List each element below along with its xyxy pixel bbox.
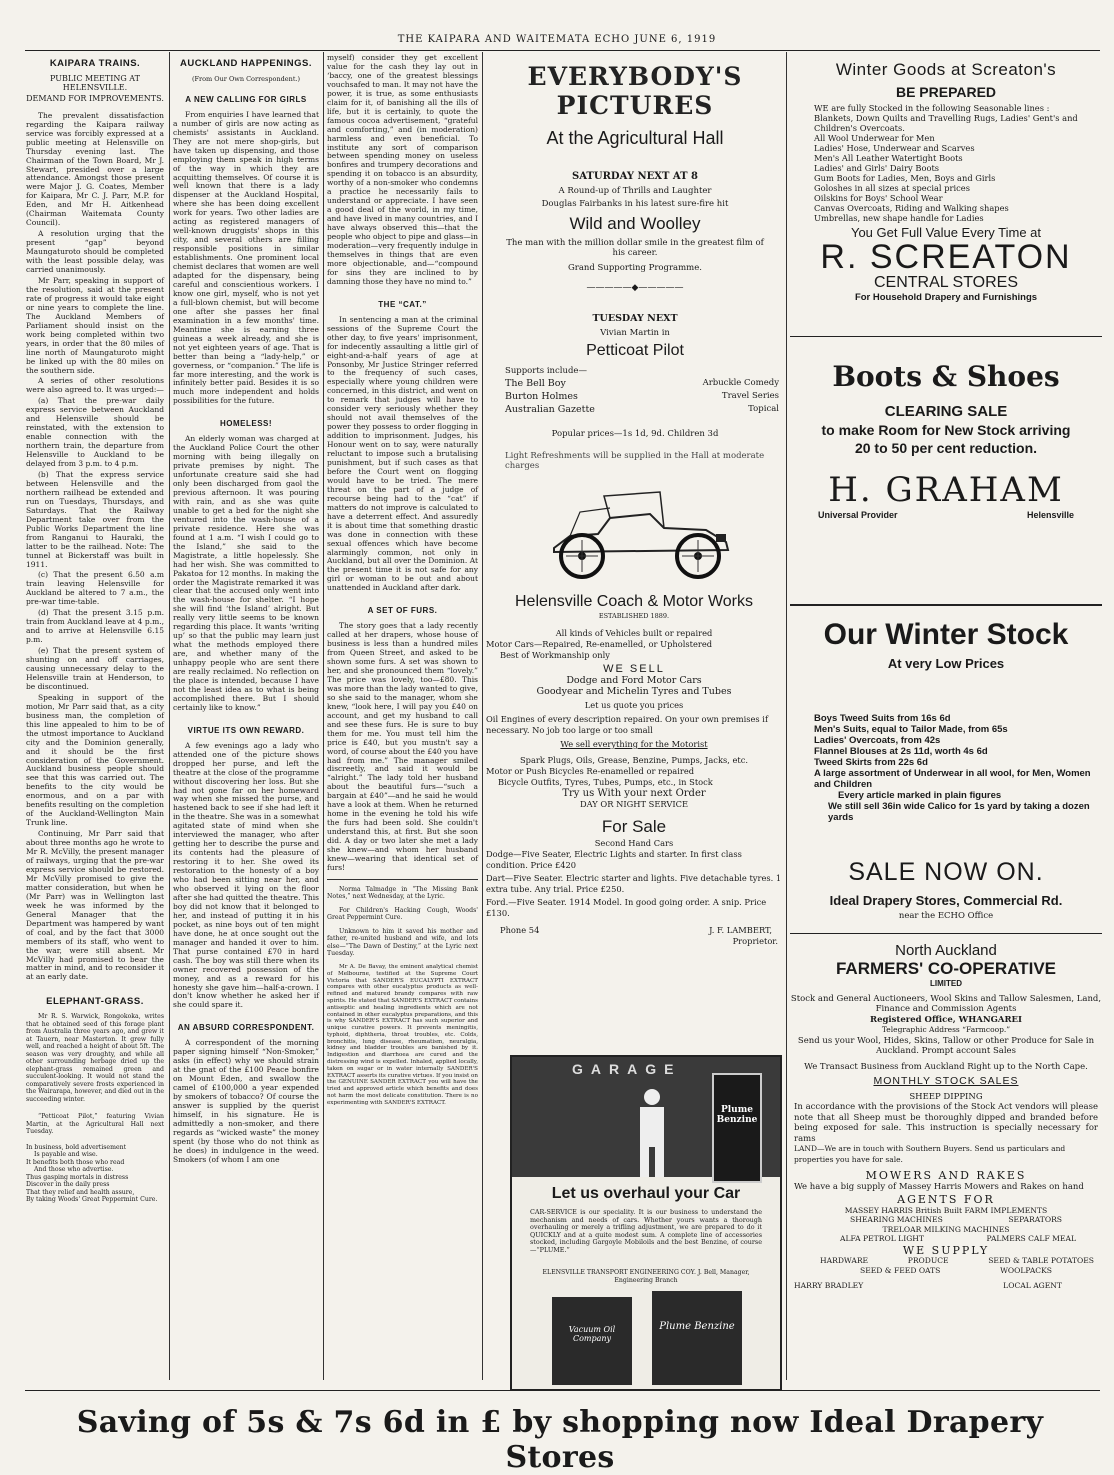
footer-banner: Saving of 5s & 7s 6d in £ by shopping now Ideal Drapery Stores — [76, 1405, 1044, 1475]
support-type: Arbuckle Comedy — [702, 378, 779, 388]
paragraph: Norma Talmadge in “The Missing Bank Notes,” next Wednesday, at the Lyric. — [327, 885, 478, 901]
farmers-line: Telegraphic Address “Farmcoop.” — [881, 1025, 1011, 1034]
poem-line: And those who advertise. — [34, 1166, 114, 1174]
garage-advert — [510, 1055, 782, 1391]
agent-row — [790, 1206, 1102, 1216]
motor-car-illustration — [540, 478, 740, 582]
agent-role: LOCAL AGENT — [1003, 1281, 1062, 1290]
sat-line: Grand Supporting Programme. — [568, 263, 702, 273]
paragraph: Speaking in support of the motion, Mr Parr said that, as a city business man, the completion of this line appealed to him to be of the utmost importance to Auckland city and the Dominion generally, and it should be the first consideration of the Government. Auckland business people should see that this was carried out. The benefits to the city would be enormous, and on a par with benefits resulting on the completion of the Auckland-Wellington Main Trunk line. — [26, 692, 164, 828]
paragraph: An elderly woman was charged at the Auckland Police Court the other morning with being illegally on private premises by night. The unfortunate creature said she had only been discharged from gaol the previous afternoon. It was pouring with rain, and as she was quite unable to get a bed for the night she ventured into the wash-house of a private residence. Here she was found at 1 a.m. “I wish I could go to the Island,” she said to the Magistrate, a little hopelessly. She had her wish. She was committed to Pakatoa for 12 months. In making the order the Magistrate remarked it was clear that the accused only went into the wash-house for shelter. “I hope she will find ‘the Island’ alright. But really very little seems to be known regarding this place. It wants ‘writing up’ so that the public may learn just what the methods employed there are, and whether many of the unhappy people who are sent there are really reclaimed. No reflection on the place is intended, because I have not the least idea as to what is being accomplished there. But I should certainly like to know.” — [173, 434, 319, 712]
poem — [26, 1144, 164, 1204]
coach-line: DAY OR NIGHT SERVICE — [579, 799, 689, 809]
column-continued — [327, 54, 478, 1384]
agent-item: SEPARATORS — [1008, 1215, 1062, 1224]
supply-title: WE SUPPLY — [902, 1243, 990, 1257]
paragraph: myself) consider they get excellent value for the cash they lay out in ‘baccy, one of the greatest blessings vouchsafed to man. It may not have the power, it is true, as some enthusiasts claim for it, of banishing all the ills of life, but it is certainly, to quote the famous cocoa advertisement, “grateful and comforting,” and (in moderation) harmless and even beneficial. To institute any sort of comparison between spending money on useless bonfires and trumpery decorations and spending it on tobacco is an absurdity, worthy of a non-smoker who condemns a practice he necessarily fails to understand or appreciate. I have seen a good deal of the world, in my time, and have lived in many countries, and I have always observed this—that the people who object to pipe and glass—in moderation—very frequently indulge in themselves in things that are even more objectionable, and—“compound for sins they are inclined to by damning those they have no mind to.” — [327, 53, 478, 286]
section-title: A NEW CALLING FOR GIRLS — [185, 94, 307, 104]
venue: At the Agricultural Hall — [546, 128, 724, 148]
boots-advert — [790, 342, 1102, 562]
pictures-advert — [489, 56, 781, 471]
paragraph: Continuing, Mr Parr said that about three months ago he wrote to Mr R. McVilly, the present manager of railways, urging that the pre-war express service should be restored. Mr McVilly promised to give the matter consideration, but when he (Mr Parr) was in Wellington last week he was informed by the General Manager that the Department was hampered by want of coal, and by the fact that 3000 members of its staff, who went to the war, were still absent. Mr McVilly had promised to bear the matter in mind, and to reconsider it at an early date. — [26, 829, 164, 982]
column-auckland-happenings — [173, 54, 319, 1384]
phone-row — [482, 919, 786, 936]
benzine-can: Plume Benzine — [652, 1291, 742, 1385]
sat-line: The man with the million dollar smile in the greatest film of his career. — [506, 238, 764, 258]
coach-line: Motor Cars—Repaired, Re-enamelled, or Upholstered — [486, 639, 713, 649]
divider — [790, 604, 1102, 606]
tue-star: Vivian Martin in — [600, 328, 670, 338]
agent-item: SHEARING MACHINES — [850, 1215, 943, 1224]
supply-row — [790, 1266, 1102, 1276]
list-item: Canvas Overcoats, Riding and Walking shapes — [814, 203, 1009, 213]
refreshments: Light Refreshments will be supplied in the Hall at moderate charges — [505, 451, 765, 471]
ornament: —————◆————— — [586, 283, 684, 293]
limited: LIMITED — [930, 979, 962, 988]
car-listing: Dodge—Five Seater, Electric Lights and starter. In first class condition. Price £420 — [486, 849, 742, 870]
screaton-list — [790, 113, 1102, 223]
sat-heading: SATURDAY NEXT AT 8 — [572, 171, 698, 182]
farmers-title: FARMERS' CO-OPERATIVE — [835, 959, 1057, 978]
poem-line: Thus gasping mortals in distress — [26, 1173, 129, 1181]
column-divider — [169, 52, 170, 1380]
mechanic-icon — [622, 1087, 682, 1177]
paragraph: (d) That the present 3.15 p.m. train from Auckland leave at 4 p.m., and to arrive at Helensville 6.15 p.m. — [26, 608, 164, 645]
winter-stock-sub: At very Low Prices — [887, 656, 1005, 671]
farmers-line: Stock and General Auctioneers, Wool Skins and Tallow Salesmen, Land, Finance and Commission Agents — [790, 993, 1102, 1014]
pictures-title: EVERYBODY'S PICTURES — [527, 62, 743, 120]
agent-row — [790, 1234, 1102, 1244]
column-divider — [323, 52, 324, 1380]
list-item: We still sell 36in wide Calico for 1s yard by taking a dozen yards — [828, 801, 1090, 823]
supply-item: WOOLPACKS — [1000, 1265, 1052, 1275]
support-title: Burton Holmes — [505, 391, 578, 402]
list-item: Blankets, Down Quilts and Travelling Rugs, Ladies' Gent's and Children's Overcoats. — [814, 113, 1078, 133]
list-item: Every article marked in plain figures — [838, 790, 1002, 801]
supply-item: SEED & TABLE POTATOES — [988, 1256, 1094, 1265]
paragraph: A correspondent of the morning paper signing himself “Non-Smoker,” asks (in effect) why we should strain at the gnat of the £100 Peace bonfire on Mount Eden, and swallow the camel of £100,000 a year expended by smokers of tobacco? Of course the answer is supplied by the querist himself, in his signature. He is admittedly a non-smoker, and there regards as “wicked waste” the money spent (by those who do not think as he does) in indulgence in the weed. Smokers (of whom I am one — [173, 1038, 319, 1164]
paragraph: Unknown to him it saved his mother and father, re-united husband and wife, and lots else—“The Dawn of Destiny,” at the Lyric next Tuesday. — [327, 927, 478, 958]
tue-film: Petticoat Pilot — [586, 342, 684, 359]
column-kaipara-trains — [26, 54, 164, 1384]
screaton-name: R. SCREATON — [820, 238, 1072, 276]
list-item: Ladies' Hose, Underwear and Scarves — [814, 143, 975, 153]
poem-line: Is payable and wise. — [34, 1151, 98, 1159]
screaton-intro: WE are fully Stocked in the following Seasonable lines : — [814, 103, 1050, 113]
paragraph: From enquiries I have learned that a number of girls are now acting as chemists' assistants in Auckland. They are not mere shop-girls, but have taken up dispensing, and those employing them speak in high terms of the way in which they are acquitting themselves. Of course it is well known that there is a lady dispenser at the Auckland Hospital, where she has been doing excellent work for years. Two other ladies are acting as registered managers of well-known druggists' shops in this city, and several others are filling responsible positions in similar establishments. One prominent local chemist declares that women are well adapted for the dispensary, being careful and conscientious workers. I know one girl, myself, who is not yet a full-blown chemist, but will become one after she passes her final examination in a few months' time. Meantime she is earning three guineas a week already, and she is not yet eighteen years of age. That is better than being a “lady-help,” or governess, or “companion.” The life is far more interesting, and the work is infinitely better paid. Besides it is so much more independent and holds possibilities for the future. — [173, 109, 319, 406]
support-type: Travel Series — [721, 391, 779, 401]
section-title: AN ABSURD CORRESPONDENT. — [177, 1023, 315, 1033]
oil-can: Vacuum Oil Company — [552, 1297, 632, 1385]
boots-line: 20 to 50 per cent reduction. — [854, 440, 1038, 456]
list-item: Ladies' Overcoats, from 42s — [814, 735, 941, 746]
paragraph: Mr Parr, speaking in support of the resolution, said at the present rate of progress it would take eight or nine years to complete the line. The Auckland Members of Parliament should insist on the work being completed within two years, in order that the 80 miles of line north of Maungaturoto might be linked up with the 80 miles on the southern side. — [26, 275, 164, 375]
for-sale: For Sale — [601, 817, 667, 836]
sale-near: near the ECHO Office — [898, 911, 994, 921]
supply-item: HARDWARE — [820, 1256, 869, 1265]
article-title: ELEPHANT-GRASS. — [46, 996, 144, 1008]
graham-row — [790, 510, 1102, 520]
sat-line: Douglas Fairbanks in his latest sure-fire hit — [541, 199, 729, 209]
coach-line: Spark Plugs, Oils, Grease, Benzine, Pumps, Jacks, etc. — [519, 755, 749, 765]
coach-line: Best of Workmanship only — [500, 650, 610, 660]
paragraph: A few evenings ago a lady who attended one of the picture shows dropped her purse, and left the theatre at the close of the programme without discovering her loss. But she had not gone far on her homeward way when she missed the purse, and hastened back to see if she had left it in the theatre. She was in a somewhat agitated state of mind when she interviewed the manager, who after getting her to describe the purse and its contents had the pleasure of restoring it to her. She owed its restoration to the honesty of a boy who had been sitting near her, and who observed it lying on the floor after she had quitted the theatre. This boy did not know that it belonged to her, and instead of putting it in his pocket, as nine boys out of ten might have done, he at once sought out the manager and handed it over to him. That purse contained £70 in hard cash. The boy was still there when its owner recovered possession of the money, and as a reward for his honesty she gave him—half-a-crown. I don't know whether he asked her if she could spare it. — [173, 740, 319, 1010]
car-listing: Ford.—Five Seater. 1914 Model. In good going order. A snip. Price £130. — [486, 897, 767, 918]
list-item: Tweed Skirts from 22s 6d — [814, 757, 928, 768]
graham-right: Helensville — [1026, 510, 1074, 520]
we-sell: WE SELL — [603, 663, 665, 675]
phone: Phone 54 — [500, 925, 540, 935]
support-title: Australian Gazette — [505, 404, 595, 415]
coach-title: Helensville Coach & Motor Works — [514, 593, 753, 610]
agent-item: ALFA PETROL LIGHT — [840, 1234, 924, 1243]
list-item: Oilskins for Boys' School Wear — [814, 193, 943, 203]
coach-line: All kinds of Vehicles built or repaired — [555, 628, 713, 638]
list-item: Men's Suits, equal to Tailor Made, from 65s — [814, 724, 1008, 735]
paragraph: A resolution urging that the present “gap” beyond Maungaturoto should be completed with the least possible delay, was carried unanimously. — [26, 229, 164, 275]
support-row — [489, 402, 781, 415]
poem-line: By taking Woods' Great Peppermint Cure. — [26, 1196, 158, 1204]
sheep-dipping: SHEEP DIPPING — [909, 1091, 983, 1102]
paragraph: (a) That the pre-war daily express service between Auckland and Helensville should be reinstated, with the extension to enable connection with the northern train, the departure from Helensville to Auckland to be delayed from 3 p.m. to 4 p.m. — [26, 396, 164, 469]
farmers-line: Send us your Wool, Hides, Skins, Tallow or other Produce for Sale in Auckland. Prompt account Sales — [797, 1035, 1095, 1056]
poem-line: In business, bold advertisement — [26, 1143, 127, 1151]
central-stores: CENTRAL STORES — [873, 274, 1019, 291]
winter-stock-title: Our Winter Stock — [823, 618, 1069, 651]
established: ESTABLISHED 1889. — [598, 612, 670, 620]
clearing-sale: CLEARING SALE — [884, 403, 1008, 420]
agent-footer — [790, 1275, 1102, 1292]
paragraph: Mr R. S. Warwick, Rongokoka, writes that he obtained seed of this forage plant from Australia three years ago, and grew it at Tauern, near Masterton. It grew fully well, and reached a height of about 5ft. The season was very droughty, and while all other surrounding herbage dried up the elephant-grass remained green and succulent-looking. It would not stand the comparatively severe frosts experienced in the Wairarapa, however, and died out in the succeeding winter. — [26, 1013, 164, 1103]
supply-row — [790, 1256, 1102, 1266]
list-item: Men's All Leather Watertight Boots — [814, 153, 963, 163]
paragraph: A series of other resolutions were also agreed to. It was urged:— — [26, 376, 164, 395]
farmers-line: Registered Office, WHANGAREI — [870, 1014, 1022, 1025]
supports-label: Supports include— — [505, 366, 587, 376]
list-item: Gum Boots for Ladies, Men, Boys and Girls — [814, 173, 996, 183]
divider — [790, 336, 1102, 337]
garage-headline: Let us overhaul your Car — [551, 1185, 741, 1202]
list-item: Umbrellas, new shape handle for Ladies — [814, 213, 984, 223]
screaton-title: Winter Goods at Screaton's — [835, 60, 1057, 79]
article-subtitle: PUBLIC MEETING AT HELENSVILLE. — [50, 73, 140, 92]
tue-heading: TUESDAY NEXT — [592, 313, 678, 324]
sat-film: Wild and Woolley — [569, 214, 701, 233]
agent-item: PALMERS CALF MEAL — [986, 1234, 1076, 1243]
sat-line: A Round-up of Thrills and Laughter — [558, 186, 712, 196]
section-title: THE “CAT.” — [378, 299, 427, 309]
section-title: HOMELESS! — [219, 419, 273, 429]
farmers-line: LAND—We are in touch with Southern Buyers. Send us particulars and properties you have for sale. — [794, 1144, 1066, 1164]
divider — [327, 879, 478, 880]
support-type: Topical — [748, 404, 779, 414]
paragraph: The prevalent dissatisfaction regarding the Kaipara railway service was forcibly expressed at a public meeting at Helensville on Thursday evening last. The Chairman of the Town Board, Mr J. Stewart, presided over a large attendance. Amongst those present were Major J. G. Coates, Member for Kaipara, Mr C. J. Parr, M.P. for Eden, and Mr H. Aitkenhead (Chairman Waitemata County Council). — [26, 110, 164, 228]
be-prepared: BE PREPARED — [895, 84, 997, 100]
agent-row — [790, 1225, 1102, 1235]
graham-name: H. GRAHAM — [828, 470, 1064, 510]
graham-left: Universal Provider — [818, 510, 898, 520]
proprietor-name: J. F. LAMBERT, — [709, 925, 772, 935]
agents-list — [790, 1206, 1102, 1244]
garage-sign: GARAGE — [572, 1061, 682, 1077]
car-listing: Dart—Five Seater. Electric starter and lights. Five detachable tyres. 1 extra tube. Any trial. Price £250. — [486, 873, 782, 894]
prices: Popular prices—1s 1d, 9d. Children 3d — [551, 429, 719, 439]
sale-line: Ideal Drapery Stores, Commercial Rd. — [829, 893, 1063, 908]
paragraph: (b) That the express service between Helensville and the northern railhead be extended and run on Tuesdays, Thursdays, and Saturdays. That the Railway Department take over from the Public Works Department the line from Ranganui to Hauraki, the latter to be the railhead. Note: The tunnel at Bickerstaff was built in 1911. — [26, 469, 164, 569]
paragraph: (c) That the present 6.50 a.m train leaving Helensville for Auckland be altered to 7 a.m., the pre-war time-table. — [26, 570, 164, 607]
agent-row — [790, 1215, 1102, 1225]
article-subtitle: DEMAND FOR IMPROVEMENTS. — [26, 93, 164, 103]
agent-item: TRELOAR MILKING MACHINES — [882, 1224, 1010, 1234]
poem-line: It benefits both those who read — [26, 1158, 125, 1166]
poem-line: That they relief and health assure, — [26, 1188, 135, 1196]
benzine-pump: Plume Benzine — [712, 1073, 762, 1183]
farmers-line: We Transact Business from Auckland Right up to the North Cape. — [804, 1061, 1088, 1072]
support-row — [489, 376, 781, 389]
boots-title: Boots & Shoes — [832, 360, 1060, 393]
agents-title: AGENTS FOR — [897, 1193, 995, 1206]
second-hand: Second Hand Cars — [594, 838, 674, 848]
support-row — [489, 389, 781, 402]
list-item: A large assortment of Underwear in all wool, for Men, Women and Children — [814, 768, 1091, 790]
screaton-tagline: For Household Drapery and Furnishings — [854, 292, 1038, 303]
monthly-sales: MONTHLY STOCK SALES — [873, 1075, 1019, 1087]
list-item: Ladies' and Girls' Dairy Boots — [814, 163, 940, 173]
paragraph: In sentencing a man at the criminal sessions of the Supreme Court the other day, to five years' imprisonment, for indecently assaulting a little girl of eight-and-a-half years of age at Ponsonby, Mr Justice Stringer referred to the frequency of such cases, especially where young children were concerned, in this district, and went on to remark that judges will have to consider very seriously whether they should not avail themselves of the power they possess to order flogging in addition to imprisonment. Judges, his Honour went on to say, were naturally reluctant to impose such a brutalising punishment, but if such cases as that before the Court went on flogging would have to be tried. The mere threat on the part of a judge of recourse being had to the “cat” if matters do not improve is calculated to have a deterrent effect. And assuredly it is about time that something drastic was done in connection with these sexual offences which have become alarmingly common, not only in Auckland, but all over the Dominion. At the present time it is not safe for any girl or woman to be out and about unattended in Auckland after dark. — [327, 314, 478, 593]
coach-line: Dodge and Ford Motor Cars — [566, 675, 702, 686]
list-item: All Wool Underwear for Men — [814, 133, 935, 143]
coach-line: We sell everything for the Motorist — [560, 739, 708, 749]
coach-line: Bicycle Outfits, Tyres, Tubes, Pumps, etc., in Stock — [498, 777, 713, 787]
article-title: KAIPARA TRAINS. — [49, 58, 141, 69]
coach-line: Motor or Push Bicycles Re-enamelled or repaired — [486, 766, 695, 776]
support-title: The Bell Boy — [505, 378, 566, 389]
section-title: A SET OF FURS. — [367, 606, 438, 616]
section-title: VIRTUE ITS OWN REWARD. — [187, 725, 305, 735]
poem-line: Discover in the daily press — [26, 1181, 110, 1189]
divider — [790, 933, 1102, 934]
footer-rule — [25, 1390, 1100, 1391]
coach-line: Oil Engines of every description repaired. On your own premises if necessary. No job too large or too small — [486, 714, 769, 735]
proprietor: Proprietor. — [732, 936, 778, 946]
sale-advert — [790, 848, 1102, 928]
supply-item: SEED & FEED OATS — [860, 1265, 941, 1275]
garage-firm: ELENSVILLE TRANSPORT ENGINEERING COY. J. Bell, Manager, Engineering Branch — [542, 1269, 750, 1284]
paragraph: Mr A. De Bavay, the eminent analytical chemist of Melbourne, testified at the Supreme Court Victoria that SANDER'S EUCALYPTI EXTRACT compares with other eucalyptus products as well-refined and matured brandy compares with raw spirits. He stated that SANDER'S EXTRACT contains antiseptic and healing ingredients which are not contained in other eucalyptus preparations, and this is why SANDER'S EXTRACT has such superior and unique curative powers. It prevents meningitis, typhoid, diphtheria, throat troubles, etc. Colds, bronchitis, lung disease, rheumatism, neuralgia, kidney and bladder troubles are banished by it. Indigestion and diarrhoea are cured and the distressing wind is expelled. Inhaled, applied locally, taken on sugar or in water internally SANDER'S EXTRACT asserts its curative virtues. If you insist on the GENUINE SANDER EXTRACT you will have the tried and approved article which benefits and does not harm the most delicate constitution. There is no experimenting with SANDER'S EXTRACT. — [327, 963, 478, 1106]
farmers-coop-advert — [790, 938, 1102, 1384]
agent-name: HARRY BRADLEY — [794, 1281, 864, 1290]
farmers-title: North Auckland — [895, 942, 997, 959]
page-header: THE KAIPARA AND WAITEMATA ECHO JUNE 6, 1919 — [397, 34, 717, 45]
paragraph: For Children's Hacking Cough, Woods' Great Peppermint Cure. — [327, 906, 478, 922]
byline: (From Our Own Correspondent.) — [191, 74, 301, 83]
header-rule — [25, 50, 1100, 51]
full-value: You Get Full Value Every Time at — [850, 225, 1042, 240]
paragraph: (e) That the present system of shunting on and off carriages, causing unnecessary delay to the Helensville train at Henderson, to be discontinued. — [26, 646, 164, 691]
paragraph: “Petticoat Pilot,” featuring Vivian Martin, at the Agricultural Hall next Tuesday. — [26, 1113, 164, 1136]
list-item: Goloshes in all sizes at special prices — [814, 183, 970, 193]
list-item: Boys Tweed Suits from 16s 6d — [814, 713, 951, 724]
mowers-title: MOWERS AND RAKES — [865, 1169, 1027, 1182]
sale-title: SALE NOW ON. — [848, 858, 1044, 886]
farmers-line: In accordance with the provisions of the Stock Act vendors will please note that all Sheep must be thoroughly dipped and branded before being exposed for sale. This instruction is specially necessary for rams — [794, 1102, 1098, 1144]
farmers-line: We have a big supply of Massey Harris Mowers and Rakes on hand — [794, 1181, 1084, 1192]
screaton-advert — [790, 56, 1102, 332]
coach-line: Goodyear and Michelin Tyres and Tubes — [536, 686, 732, 697]
winter-stock-advert — [790, 608, 1102, 823]
garage-body: CAR-SERVICE is our speciality. It is our business to understand the mechanism and needs of cars. Whether yours wants a thorough overhauling or merely a trifling adjustment, we are prepared to do it QUICKLY and at a quite modest sum. A complete line of accessories stocked, including Gargoyle Mobiloils and the best Benzine, of course—“PLUME.” — [530, 1208, 762, 1254]
paragraph: The story goes that a lady recently called at her drapers, whose house of business is less than a hundred miles from Queen Street, and asked to be shown some furs. A set was shown to her, and she pronounced them “lovely.” The price was lovely, too—£80. This was more than the lady wanted to give, so she said to the manager, whom she knew, “look here, I will pay you £40 on account, and get my husband to call and see these furs. He is sure to buy them for me. You must tell him the price is £40, but you mustn't say a word, of course about the £40 you have had from me.” The manager smiled discreetly, and said it would be “alright.” The lady told her husband about the beautiful furs—“such a bargain at £40”—and he said he would have a look at them. When he returned home in the evening he told his wife the furs had been sold. She couldn't understand this, at first. But she soon did. A day or two later she met a lady she knew—and whom her husband knew—wearing that identical set of furs! — [327, 621, 478, 872]
boots-line: to make Room for New Stock arriving — [821, 422, 1071, 438]
winter-stock-list — [790, 713, 1102, 823]
coach-line: Let us quote you prices — [584, 700, 684, 710]
article-title: AUCKLAND HAPPENINGS. — [180, 58, 312, 69]
supply-item: PRODUCE — [907, 1256, 949, 1265]
supply-list — [790, 1256, 1102, 1275]
agent-item: MASSEY HARRIS British Built FARM IMPLEMENTS — [844, 1205, 1048, 1215]
coach-works-advert — [482, 593, 786, 1043]
list-item: Flannel Blouses at 2s 11d, worth 4s 6d — [814, 746, 988, 757]
column-divider — [786, 52, 787, 1380]
coach-line: Try us With your next Order — [562, 788, 706, 799]
